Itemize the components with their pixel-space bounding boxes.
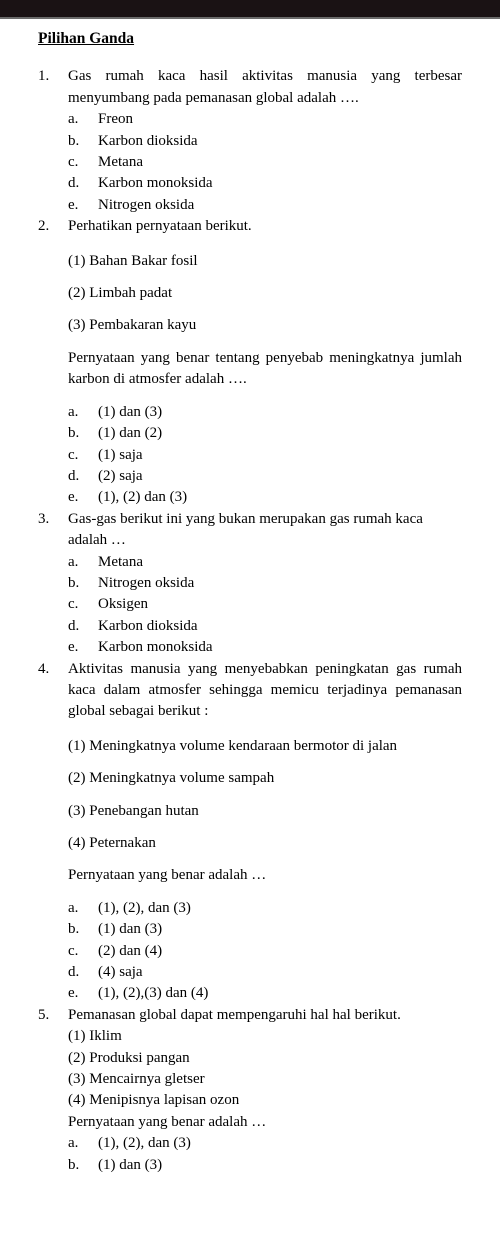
question-prompt: Pernyataan yang benar adalah … [68,867,267,884]
option-text: (2) dan (4) [98,942,163,959]
option-list [68,552,462,659]
option-b [68,131,462,152]
question-number: 2. [38,218,50,235]
option-list [68,402,462,509]
option-letter: c. [68,942,79,959]
option-e [68,637,462,658]
option-b [68,573,462,594]
option-a [68,898,462,919]
option-d [68,962,462,983]
option-letter: a. [68,111,79,128]
option-letter: b. [68,574,80,591]
question-text: Gas rumah kaca hasil aktivitas manusia yang terbesar menyumbang pada pemanasan global adalah …. [68,68,462,106]
option-letter: a. [68,403,79,420]
option-letter: c. [68,154,79,171]
question-number: 1. [38,68,50,85]
option-list [68,1133,462,1176]
option-letter: c. [68,446,79,463]
question-text: Aktivitas manusia yang menyebabkan peningkatan gas rumah kaca dalam atmosfer sehingga memicu terjadinya pemanasan global sebagai berikut : [68,660,462,720]
option-d [68,466,462,487]
section-title: Pilihan Ganda [38,30,135,47]
option-text: (1), (2) dan (3) [98,489,188,506]
option-letter: a. [68,1135,79,1152]
option-letter: e. [68,985,79,1002]
option-c [68,594,462,615]
option-text: Nitrogen oksida [98,196,195,213]
option-b [68,919,462,940]
statement-3: (3) Pembakaran kayu [68,317,197,334]
statement-1: (1) Bahan Bakar fosil [68,252,198,269]
question-text: Perhatikan pernyataan berikut. [68,218,252,235]
option-letter: b. [68,921,80,938]
option-b [68,423,462,444]
option-letter: d. [68,964,80,981]
question-5 [38,1005,462,1176]
option-d [68,173,462,194]
statement-2: (2) Limbah padat [68,285,173,302]
option-e [68,195,462,216]
option-c [68,152,462,173]
option-text: (1) saja [98,446,143,463]
option-text: (1), (2), dan (3) [98,899,191,916]
option-a [68,1133,462,1154]
statement-4: (4) Peternakan [68,835,156,851]
option-letter: b. [68,425,80,442]
option-letter: b. [68,132,80,149]
option-c [68,941,462,962]
statement-2: (2) Meningkatnya volume sampah [68,770,275,787]
option-text: (1) dan (3) [98,921,163,938]
option-list [68,898,462,1005]
option-text: Karbon dioksida [98,617,198,634]
option-b [68,1155,462,1176]
option-text: Karbon dioksida [98,132,198,149]
option-text: (1) dan (2) [98,425,163,442]
option-text: (1) dan (3) [98,1156,163,1173]
question-number: 5. [38,1006,50,1023]
question-text: Pemanasan global dapat mempengaruhi hal hal berikut. [68,1006,401,1023]
option-letter: a. [68,899,79,916]
option-text: Karbon monoksida [98,175,213,192]
option-letter: d. [68,467,80,484]
document-page [38,28,462,1176]
option-text: (4) saja [98,964,143,981]
option-text: (2) saja [98,467,143,484]
question-2 [38,216,462,508]
question-3 [38,509,462,659]
top-bar [0,0,500,19]
option-text: Nitrogen oksida [98,574,195,591]
statement-2: (2) Produksi pangan [68,1049,190,1066]
option-e [68,487,462,508]
option-text: (1), (2),(3) dan (4) [98,985,209,1002]
question-text: Gas-gas berikut ini yang bukan merupakan gas rumah kaca adalah … [68,510,423,549]
option-a [68,402,462,423]
statement-3: (3) Penebangan hutan [68,802,199,819]
question-number: 4. [38,660,50,677]
option-text: (1), (2), dan (3) [98,1135,191,1152]
option-letter: d. [68,617,80,634]
option-text: Metana [98,553,143,570]
question-prompt: Pernyataan yang benar tentang penyebab meningkatnya jumlah karbon di atmosfer adalah …. [68,349,462,388]
option-letter: c. [68,596,79,613]
option-a [68,552,462,573]
statement-3: (3) Mencairnya gletser [68,1071,205,1088]
option-letter: d. [68,175,80,192]
option-letter: e. [68,196,79,213]
option-letter: b. [68,1156,80,1173]
option-letter: e. [68,639,79,656]
statement-1: (1) Iklim [68,1028,122,1045]
option-text: Oksigen [98,596,148,613]
question-4 [38,659,462,1005]
option-list [68,109,462,216]
question-number: 3. [38,510,50,527]
option-text: (1) dan (3) [98,403,163,420]
option-letter: e. [68,489,79,506]
option-letter: a. [68,553,79,570]
option-text: Karbon monoksida [98,639,213,656]
option-c [68,445,462,466]
statement-1: (1) Meningkatnya volume kendaraan bermotor di jalan [68,737,398,754]
option-e [68,983,462,1004]
question-1 [38,66,462,216]
statement-4: (4) Menipisnya lapisan ozon [68,1092,240,1109]
option-text: Metana [98,154,143,171]
question-prompt: Pernyataan yang benar adalah … [68,1113,267,1130]
option-d [68,616,462,637]
option-a [68,109,462,130]
option-text: Freon [98,111,133,128]
